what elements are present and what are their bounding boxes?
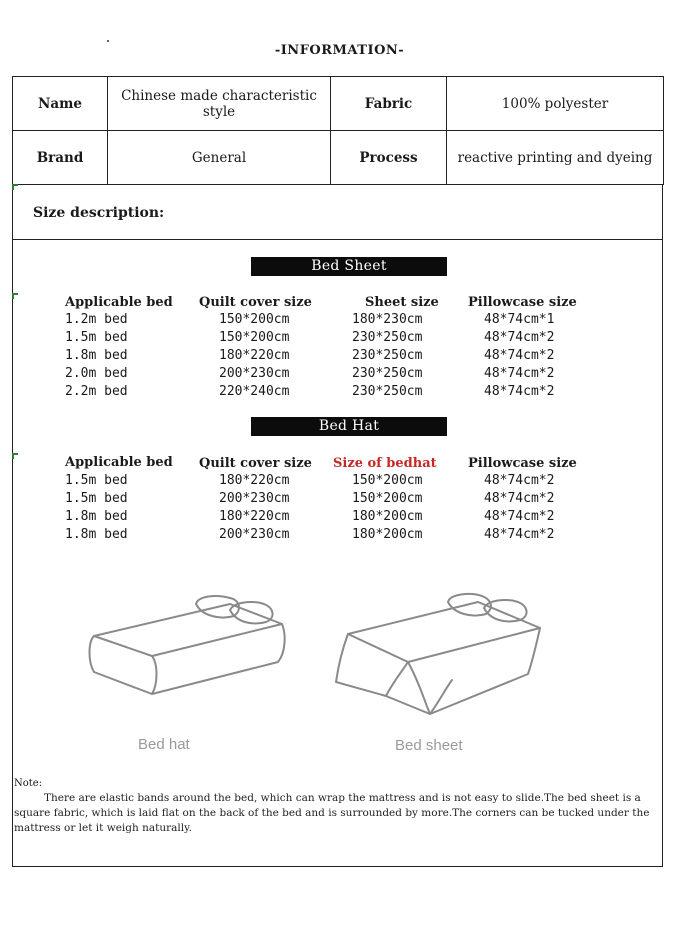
bed-sheet-cell: 180*230cm [352, 312, 423, 327]
bed-sheet-cell: 180*220cm [219, 348, 290, 363]
bed-sheet-cell: 48*74cm*2 [484, 348, 555, 363]
process-value: reactive printing and dyeing [447, 131, 664, 185]
bed-sheet-cell: 200*230cm [219, 366, 290, 381]
bed-hat-cell: 150*200cm [352, 473, 423, 488]
info-row-name [13, 77, 664, 131]
bed-hat-cell: 150*200cm [352, 491, 423, 506]
bed-sheet-header-pillowcase: Pillowcase size [468, 295, 577, 310]
bed-hat-header-pillowcase: Pillowcase size [468, 456, 577, 471]
brand-value: General [108, 131, 331, 185]
bed-hat-cell: 48*74cm*2 [484, 527, 555, 542]
info-row-brand [13, 131, 664, 185]
name-value: Chinese made characteristic style [108, 77, 331, 131]
bed-sheet-cell: 48*74cm*1 [484, 312, 555, 327]
bed-sheet-illustration [328, 588, 548, 718]
bed-hat-header-quilt: Quilt cover size [199, 456, 312, 471]
bed-hat-cell: 180*200cm [352, 527, 423, 542]
bed-sheet-cell: 230*250cm [352, 366, 423, 381]
bed-sheet-cell: 48*74cm*2 [484, 330, 555, 345]
bed-hat-header-size: Size of bedhat [333, 456, 437, 471]
brand-label: Brand [13, 131, 108, 185]
note-text: There are elastic bands around the bed, which can wrap the mattress and is not easy to slide.The bed sheet is a square fabric, which is laid flat on the back of the bed and is surrounded by more.The corners can be tucked under the mattress or let it weigh naturally. [14, 792, 650, 834]
content-frame [12, 184, 663, 867]
bed-sheet-cell: 150*200cm [219, 330, 290, 345]
size-description-label: Size description: [33, 205, 165, 221]
stray-mark [107, 40, 109, 42]
bed-sheet-cell: 1.8m bed [65, 348, 128, 363]
note-label: Note: [14, 778, 43, 789]
bed-sheet-cell: 230*250cm [352, 348, 423, 363]
bed-sheet-header-quilt: Quilt cover size [199, 295, 312, 310]
page-title: -INFORMATION- [274, 43, 405, 58]
bed-hat-caption: Bed hat [138, 736, 190, 753]
fabric-label: Fabric [331, 77, 447, 131]
bed-hat-cell: 180*220cm [219, 509, 290, 524]
bed-hat-cell: 1.5m bed [65, 491, 128, 506]
bed-hat-cell: 180*200cm [352, 509, 423, 524]
fabric-value: 100% polyester [447, 77, 664, 131]
corner-mark [12, 453, 18, 459]
corner-mark [12, 293, 18, 299]
bed-hat-illustration [80, 590, 295, 710]
bed-hat-cell: 200*230cm [219, 527, 290, 542]
bed-hat-cell: 180*220cm [219, 473, 290, 488]
bed-sheet-header-applicable: Applicable bed [65, 295, 173, 310]
bed-hat-cell: 48*74cm*2 [484, 491, 555, 506]
bed-sheet-cell: 230*250cm [352, 384, 423, 399]
bed-sheet-cell: 1.5m bed [65, 330, 128, 345]
name-label: Name [13, 77, 108, 131]
info-table [12, 76, 664, 185]
bed-sheet-cell: 220*240cm [219, 384, 290, 399]
bed-hat-banner: Bed Hat [251, 417, 447, 436]
bed-sheet-cell: 48*74cm*2 [484, 384, 555, 399]
bed-hat-cell: 48*74cm*2 [484, 473, 555, 488]
bed-sheet-cell: 230*250cm [352, 330, 423, 345]
bed-sheet-cell: 2.0m bed [65, 366, 128, 381]
bed-sheet-banner: Bed Sheet [251, 257, 447, 276]
process-label: Process [331, 131, 447, 185]
bed-sheet-cell: 48*74cm*2 [484, 366, 555, 381]
corner-mark [12, 184, 18, 190]
bed-sheet-cell: 150*200cm [219, 312, 290, 327]
bed-hat-cell: 1.8m bed [65, 527, 128, 542]
bed-sheet-cell: 2.2m bed [65, 384, 128, 399]
bed-hat-cell: 48*74cm*2 [484, 509, 555, 524]
bed-sheet-header-sheet: Sheet size [365, 295, 439, 310]
bed-hat-cell: 200*230cm [219, 491, 290, 506]
bed-sheet-caption: Bed sheet [395, 737, 463, 754]
bed-hat-cell: 1.5m bed [65, 473, 128, 488]
bed-hat-header-applicable: Applicable bed [65, 455, 173, 470]
bed-hat-cell: 1.8m bed [65, 509, 128, 524]
bed-sheet-cell: 1.2m bed [65, 312, 128, 327]
